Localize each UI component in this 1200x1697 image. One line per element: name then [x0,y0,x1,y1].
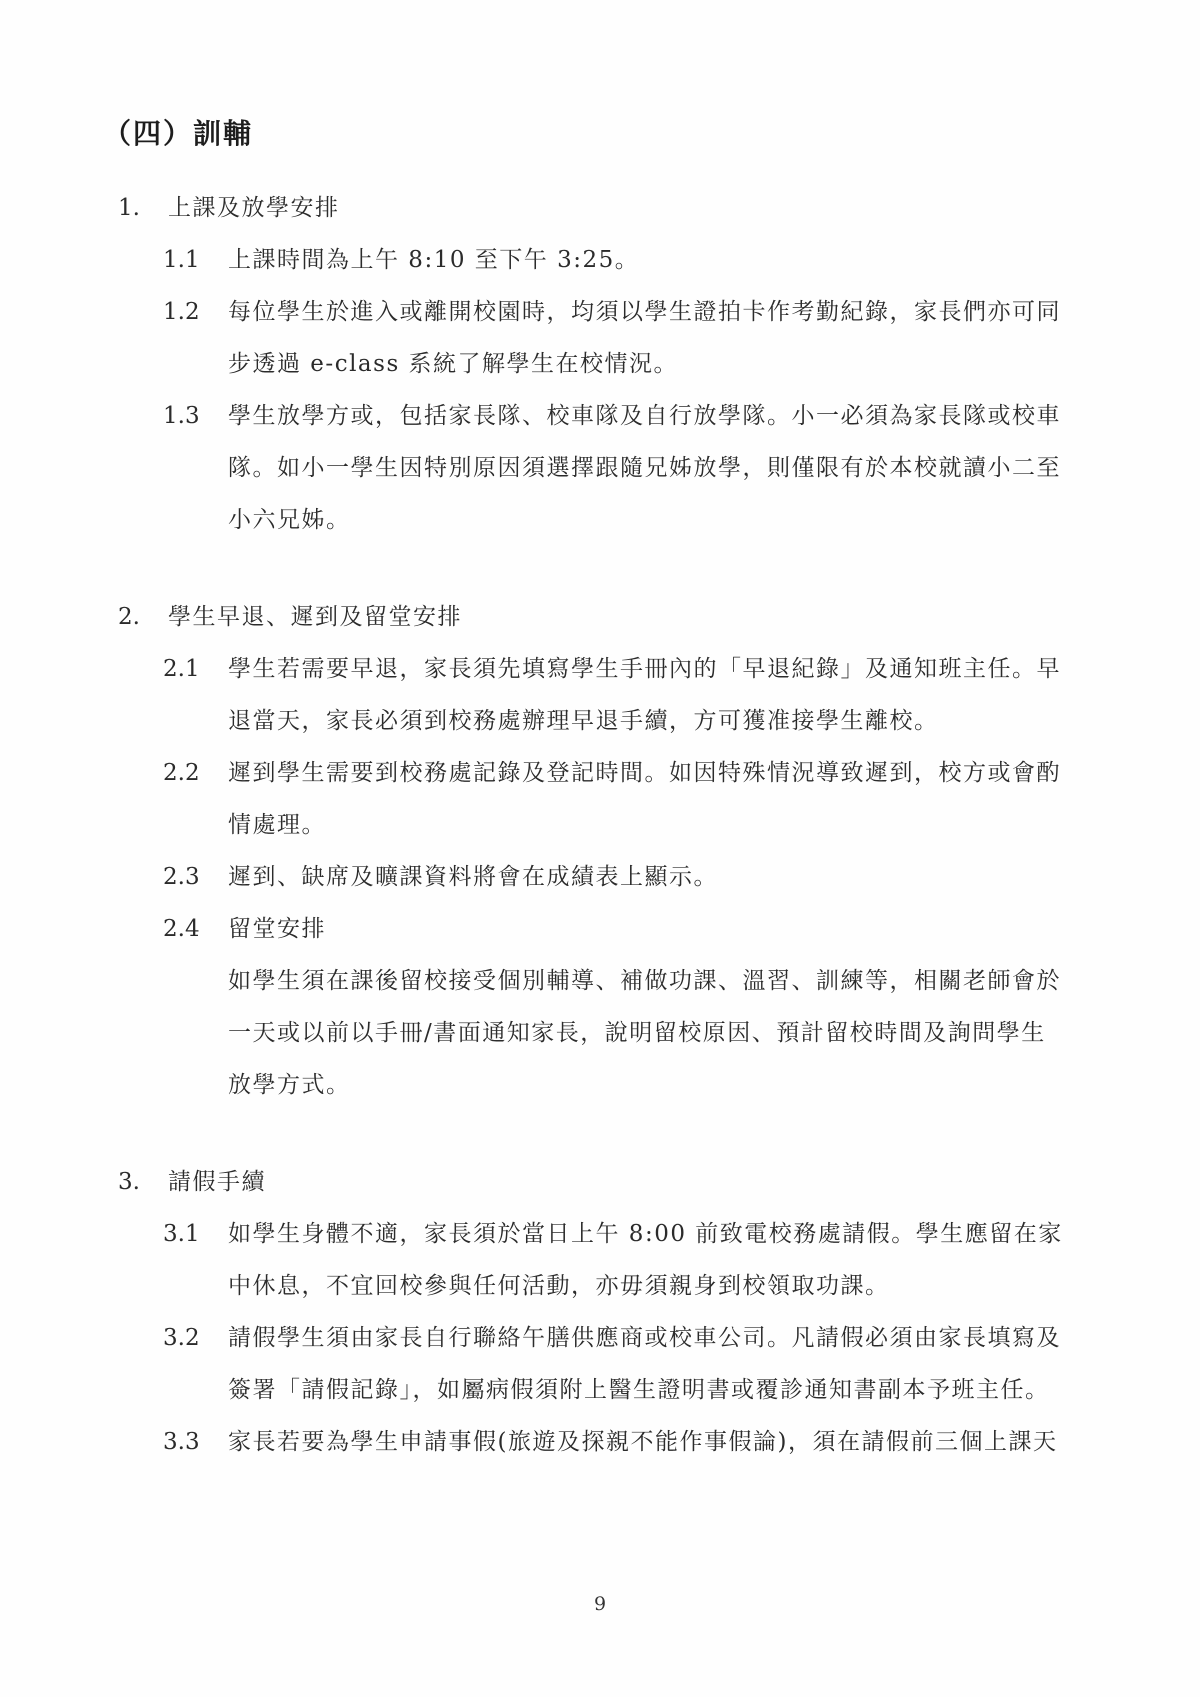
text-line: 情處理。 [228,812,326,838]
list-item [163,851,1098,903]
text-line: 隊。如小一學生因特別原因須選擇跟隨兄姊放學，則僅限有於本校就讀小二至 [228,455,1061,481]
item-number: 2.2 [163,760,200,786]
section-items [163,234,1098,546]
item-lines [228,955,1098,1111]
section-header [118,1156,1098,1208]
text-line: 遲到學生需要到校務處記錄及登記時間。如因特殊情況導致遲到，校方或會酌 [228,760,1061,786]
text-line: 如學生須在課後留校接受個別輔導、補做功課、溫習、訓練等，相關老師會於 [228,968,1061,994]
item-lines [228,390,1098,546]
section [118,1156,1098,1468]
text-line: 退當天，家長必須到校務處辦理早退手續，方可獲准接學生離校。 [228,708,939,734]
list-item [163,955,1098,1111]
item-lines [228,1208,1098,1312]
section-title: 上課及放學安排 [168,195,340,221]
section-number: 2. [118,604,140,630]
item-number: 2.1 [163,656,200,682]
section-header [118,182,1098,234]
item-number: 2.4 [163,916,200,942]
item-number [163,955,228,1111]
item-lines [228,903,1098,955]
section-list [118,182,1098,1468]
section-items [163,1208,1098,1468]
item-number: 2.3 [163,864,200,890]
section-header [118,591,1098,643]
text-line: 遲到、缺席及曠課資料將會在成績表上顯示。 [228,864,718,890]
section-number: 3. [118,1169,140,1195]
list-item [163,903,1098,955]
item-number: 1.2 [163,299,200,325]
text-line: 小六兄姊。 [228,507,351,533]
text-line: 學生若需要早退，家長須先填寫學生手冊內的「早退紀錄」及通知班主任。早 [228,656,1061,682]
section-items [163,643,1098,1111]
list-item [163,747,1098,851]
item-lines [228,234,1098,286]
text-line: 留堂安排 [228,916,326,942]
text-line: 放學方式。 [228,1072,351,1098]
text-line: 上課時間為上午 8:10 至下午 3:25。 [228,247,640,273]
list-item [163,234,1098,286]
item-lines [228,1312,1098,1416]
list-item [163,390,1098,546]
item-lines [228,286,1098,390]
item-number: 3.2 [163,1325,200,1351]
list-item [163,1312,1098,1416]
item-lines [228,851,1098,903]
item-lines [228,643,1098,747]
item-number: 3.1 [163,1221,200,1247]
text-line: 中休息，不宜回校參與任何活動，亦毋須親身到校領取功課。 [228,1273,890,1299]
item-number: 1.3 [163,403,200,429]
section-title: 學生早退、遲到及留堂安排 [168,604,462,630]
section-title: 請假手續 [168,1169,266,1195]
text-line: 步透過 e-class 系統了解學生在校情況。 [228,351,679,377]
item-lines [228,1416,1098,1468]
section [118,591,1098,1111]
item-number: 3.3 [163,1429,200,1455]
list-item [163,1416,1098,1468]
item-number: 1.1 [163,247,200,273]
list-item [163,286,1098,390]
text-line: 一天或以前以手冊/書面通知家長，說明留校原因、預計留校時間及詢問學生 [228,1020,1046,1046]
page-title: （四）訓輔 [103,117,254,150]
section-number: 1. [118,195,140,221]
text-line: 簽署「請假記錄」，如屬病假須附上醫生證明書或覆診通知書副本予班主任。 [228,1377,1050,1403]
text-line: 家長若要為學生申請事假(旅遊及探親不能作事假論)，須在請假前三個上課天 [228,1429,1058,1455]
section [118,182,1098,546]
text-line: 如學生身體不適，家長須於當日上午 8:00 前致電校務處請假。學生應留在家 [228,1221,1063,1247]
item-lines [228,747,1098,851]
text-line: 請假學生須由家長自行聯絡午膳供應商或校車公司。凡請假必須由家長填寫及 [228,1325,1061,1351]
text-line: 學生放學方或，包括家長隊、校車隊及自行放學隊。小一必須為家長隊或校車 [228,403,1061,429]
list-item [163,643,1098,747]
page-number: 9 [593,1593,607,1615]
list-item [163,1208,1098,1312]
text-line: 每位學生於進入或離開校園時，均須以學生證拍卡作考勤紀錄，家長們亦可同 [228,299,1061,325]
